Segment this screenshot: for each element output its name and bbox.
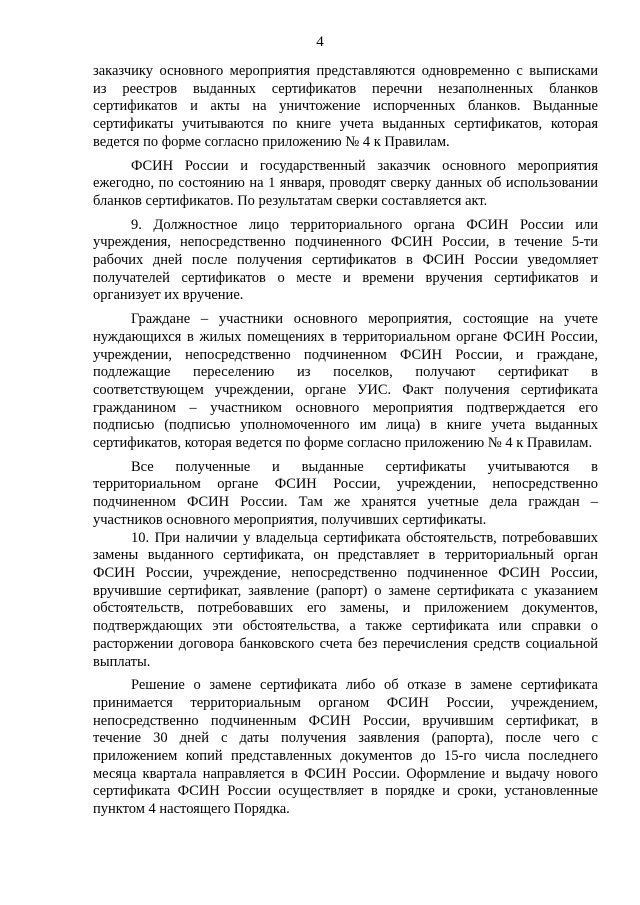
paragraph-continuation: заказчику основного мероприятия представляются одновременно с выписками из реестров выданных сертификатов перечни незаполненных бланков сертификатов и акты на уничтожение испорченных бланков. Выданные сертификаты учитываются по книге учета выданных сертификатов, которая ведется по форме согласно приложению № 4 к Правилам.	[93, 63, 598, 150]
paragraph-item-10: 10. При наличии у владельца сертификата обстоятельств, потребовавших замены выданного сертификата, он представляет в территориальный орган ФСИН России, учреждение, непосредственно подчиненное ФСИН России, вручившие сертификат, заявление (рапорт) о замене сертификата с указанием обстоятельств, потребовавших его замены, и приложением документов, подтверждающих эти обстоятельства, а также сертификата или справки о расторжении договора банковского счета без перечисления средств социальной выплаты.	[93, 529, 598, 670]
paragraph-certificate-accounting: Все полученные и выданные сертификаты учитываются в территориальном органе ФСИН России, учреждении, непосредственно подчиненном ФСИН России. Там же хранятся учетные дела граждан – участников основного мероприятия, получивших сертификаты.	[93, 458, 598, 528]
page-number: 4	[316, 34, 324, 50]
document-body	[93, 63, 598, 819]
paragraph-replacement-decision: Решение о замене сертификата либо об отказе в замене сертификата принимается территориальным органом ФСИН России, учреждением, непосредственно подчиненным ФСИН России, вручившим сертификат, в течение 30 дней с даты получения заявления (рапорта), после чего с приложением копий представленных документов до 15-го числа последнего месяца квартала направляется в ФСИН России. Оформление и выдачу нового сертификата ФСИН России осуществляет в порядке и сроки, установленные пунктом 4 настоящего Порядка.	[93, 677, 598, 818]
paragraph-certificate-receipt: Граждане – участники основного мероприятия, состоящие на учете нуждающихся в жилых помещениях в территориальном органе ФСИН России, учреждении, непосредственно подчиненном ФСИН России, и граждане, подлежащие переселению из поселков, получают сертификат в соответствующем учреждении, органе УИС. Факт получения сертификата гражданином – участником основного мероприятия подтверждается его подписью (подписью уполномоченного им лица) в книге учета выданных сертификатов, которая ведется по форме согласно приложению № 4 к Правилам.	[93, 311, 598, 452]
paragraph-annual-reconciliation: ФСИН России и государственный заказчик основного мероприятия ежегодно, по состоянию на 1 января, проводят сверку данных об использовании бланков сертификатов. По результатам сверки составляется акт.	[93, 157, 598, 209]
paragraph-item-9: 9. Должностное лицо территориального органа ФСИН России или учреждения, непосредственно подчиненного ФСИН России, в течение 5-ти рабочих дней после получения сертификатов в ФСИН России уведомляет получателей сертификатов о месте и времени вручения сертификатов и организует их вручение.	[93, 216, 598, 304]
